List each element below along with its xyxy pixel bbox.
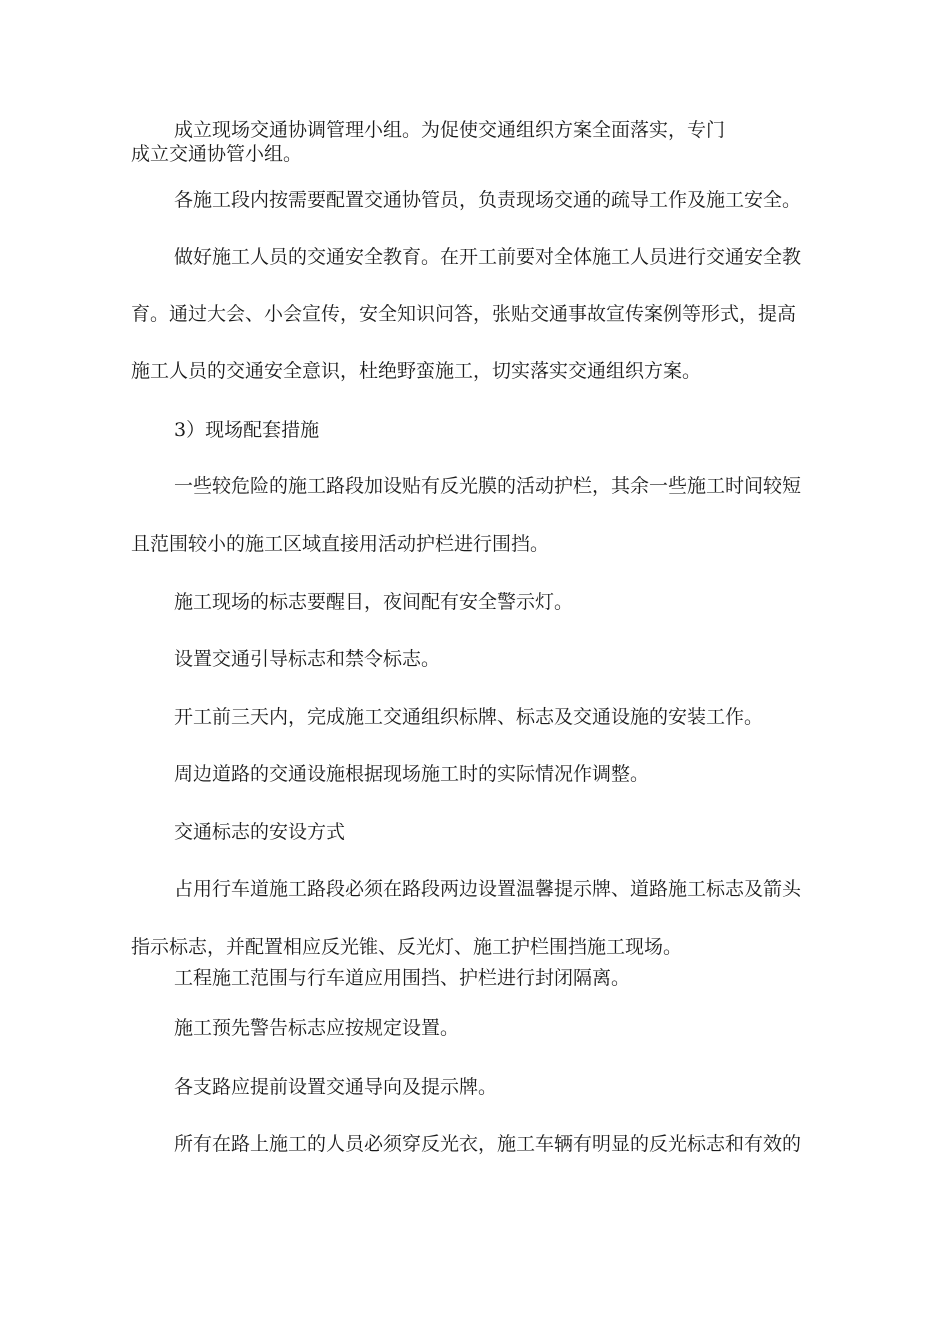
subsection-heading: 交通标志的安设方式	[174, 821, 346, 843]
text-line-17: 工程施工范围与行车道应用围挡、护栏进行封闭隔离。	[174, 967, 631, 989]
text-line-6: 施工人员的交通安全意识，杜绝野蛮施工，切实落实交通组织方案。	[131, 360, 702, 382]
text-line-18: 施工预先警告标志应按规定设置。	[174, 1017, 460, 1039]
text-line-16: 指示标志，并配置相应反光锥、反光灯、施工护栏围挡施工现场。	[131, 936, 683, 958]
text-line-9: 且范围较小的施工区域直接用活动护栏进行围挡。	[131, 533, 550, 555]
text-line-4: 做好施工人员的交通安全教育。在开工前要对全体施工人员进行交通安全教	[174, 246, 802, 268]
section-heading: 3）现场配套措施	[174, 419, 320, 441]
text-line-19: 各支路应提前设置交通导向及提示牌。	[174, 1076, 498, 1098]
text-line-5: 育。通过大会、小会宣传，安全知识问答，张贴交通事故宣传案例等形式，提高	[131, 303, 797, 325]
text-line-15: 占用行车道施工路段必须在路段两边设置温馨提示牌、道路施工标志及箭头	[174, 878, 802, 900]
text-line-11: 设置交通引导标志和禁令标志。	[174, 648, 441, 670]
text-line-1: 成立现场交通协调管理小组。为促使交通组织方案全面落实，专门	[174, 119, 726, 141]
text-line-3: 各施工段内按需要配置交通协管员，负责现场交通的疏导工作及施工安全。	[174, 189, 802, 211]
text-line-10: 施工现场的标志要醒目，夜间配有安全警示灯。	[174, 591, 574, 613]
text-line-20: 所有在路上施工的人员必须穿反光衣，施工车辆有明显的反光标志和有效的	[174, 1133, 802, 1155]
text-line-12: 开工前三天内，完成施工交通组织标牌、标志及交通设施的安装工作。	[174, 706, 764, 728]
text-line-8: 一些较危险的施工路段加设贴有反光膜的活动护栏，其余一些施工时间较短	[174, 475, 802, 497]
text-line-13: 周边道路的交通设施根据现场施工时的实际情况作调整。	[174, 763, 650, 785]
text-line-2: 成立交通协管小组。	[131, 143, 303, 165]
